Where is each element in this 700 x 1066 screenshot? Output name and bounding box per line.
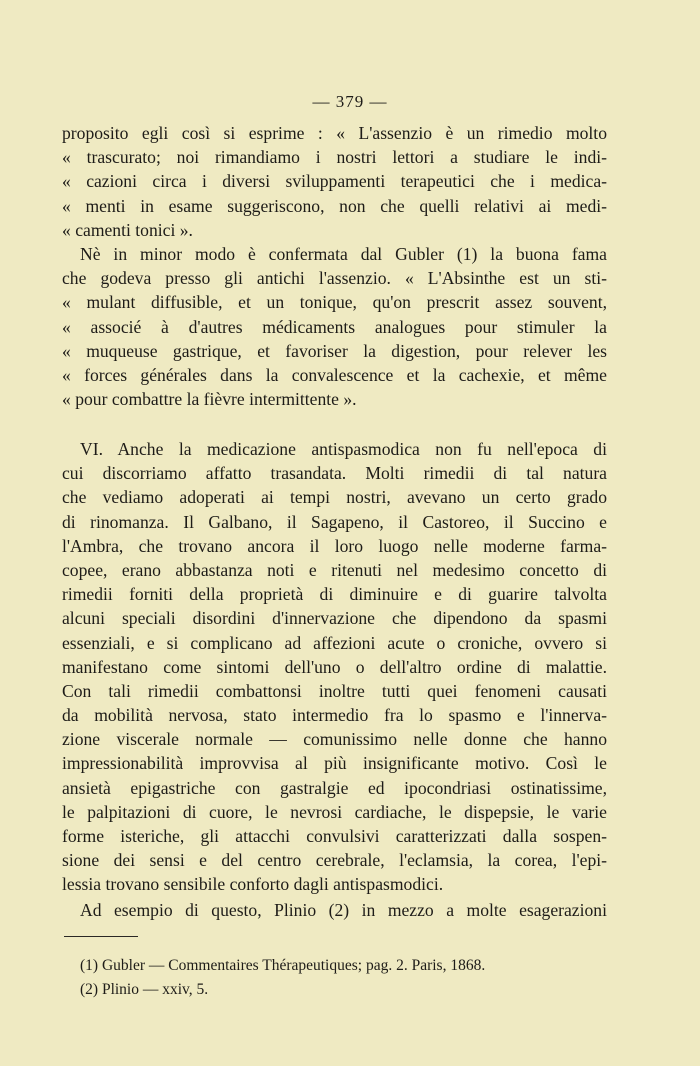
text-line: che godeva presso gli antichi l'assenzio. « L'Absinthe est un sti- <box>62 268 607 289</box>
text-line: che vediamo adoperati ai tempi nostri, avevano un certo grado <box>62 487 607 508</box>
text-line: l'Ambra, che trovano ancora il loro luogo nelle moderne farma- <box>62 535 607 556</box>
text-line: le palpitazioni di cuore, le nevrosi cardiache, le dispepsie, le varie <box>62 801 607 822</box>
text-line: sione dei sensi e del centro cerebrale, l'eclamsia, la corea, l'epi- <box>62 850 607 871</box>
text-line: essenziali, e si complicano ad affezioni acute o croniche, ovvero si <box>62 632 607 653</box>
footnote-separator <box>64 936 138 937</box>
text-line: « cazioni circa i diversi sviluppamenti terapeutici che i medica- <box>62 171 607 192</box>
paragraph-4 <box>62 898 607 922</box>
paragraph-3 <box>62 437 607 897</box>
text-line: « menti in esame suggeriscono, non che quelli relativi ai medi- <box>62 195 607 216</box>
text-line: manifestano come sintomi dell'uno o dell'altro ordine di malattie. <box>62 656 607 677</box>
text-line: cui discorriamo affatto trasandata. Molti rimedii di tal natura <box>62 463 607 484</box>
text-line: « associé à d'autres médicaments analogues pour stimuler la <box>62 316 607 337</box>
footnote: (2) Plinio — xxiv, 5. <box>80 981 209 999</box>
text-line: Nè in minor modo è confermata dal Gubler (1) la buona fama <box>80 244 607 264</box>
text-line: Ad esempio di questo, Plinio (2) in mezzo a molte esagerazioni <box>80 900 607 920</box>
text-line: rimedii forniti della proprietà di diminuire e di guarire talvolta <box>62 584 607 605</box>
footnotes <box>80 955 485 1003</box>
text-line: forme isteriche, gli attacchi convulsivi caratterizzati dalla sospen- <box>62 826 607 846</box>
text-line: VI. Anche la medicazione antispasmodica non fu nell'epoca di <box>80 439 607 459</box>
text-line: Con tali rimedii combattonsi inoltre tutti quei fenomeni causati <box>62 680 607 701</box>
text-line: « muqueuse gastrique, et favoriser la digestion, pour relever les <box>62 340 607 361</box>
text-line: « mulant diffusible, et un tonique, qu'on prescrit assez souvent, <box>62 292 607 313</box>
text-line: lessia trovano sensibile conforto dagli antispasmodici. <box>62 874 444 895</box>
text-line: « forces générales dans la convalescence et la cachexie, et même <box>62 364 607 385</box>
footnote: (1) Gubler — Commentaires Thérapeutiques; pag. 2. Paris, 1868. <box>80 957 486 974</box>
text-line: « trascurato; noi rimandiamo i nostri lettori a studiare le indi- <box>62 147 607 168</box>
text-line: zione viscerale normale — comunissimo nelle donne che hanno <box>62 729 607 750</box>
text-line: di rinomanza. Il Galbano, il Sagapeno, il Castoreo, il Succino e <box>62 511 607 532</box>
text-line: da mobilità nervosa, stato intermedio fra lo spasmo e l'innerva- <box>62 705 607 726</box>
text-line: impressionabilità improvvisa al più insignificante motivo. Così le <box>62 753 607 774</box>
text-line: « pour combattre la fièvre intermittente ». <box>62 389 357 410</box>
paragraph-2 <box>62 242 607 411</box>
text-line: ansietà epigastriche con gastralgie ed ipocondriasi ostinatissime, <box>62 777 607 798</box>
text-line: copee, erano abbastanza noti e ritenuti nel medesimo concetto di <box>62 559 607 580</box>
text-line: alcuni speciali disordini d'innervazione che dipendono da spasmi <box>62 608 607 629</box>
page-number: — 379 — <box>312 92 388 111</box>
text-line: proposito egli così si esprime : « L'assenzio è un rimedio molto <box>62 123 607 143</box>
text-line: « camenti tonici ». <box>62 219 193 240</box>
paragraph-1 <box>62 121 607 242</box>
